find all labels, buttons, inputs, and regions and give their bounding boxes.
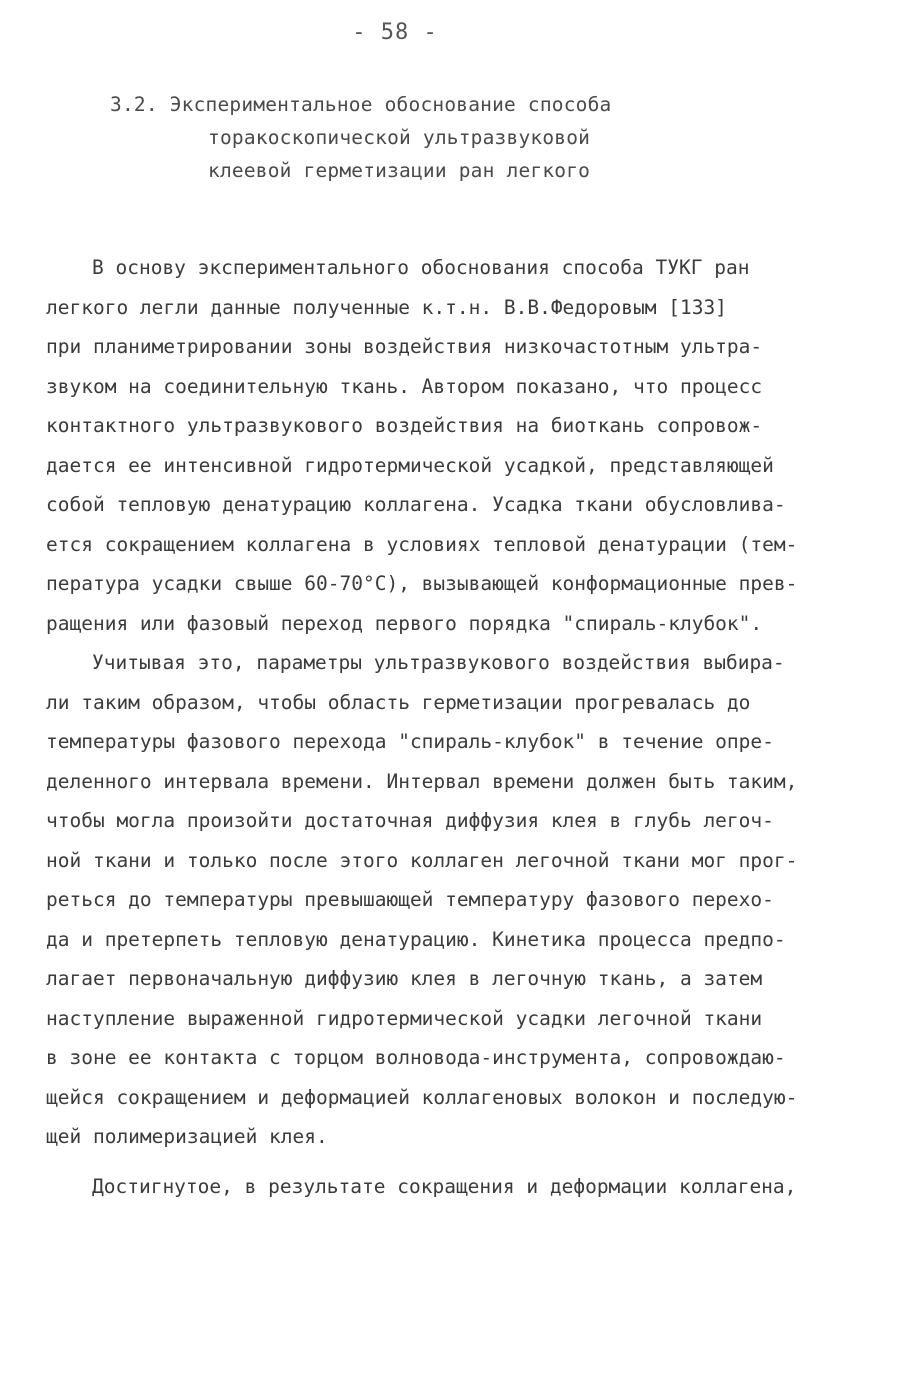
body-text xyxy=(46,248,866,1206)
paragraph-line: ращения или фазовый переход первого порядка "спираль-клубок". xyxy=(46,611,763,635)
paragraph-line: температуры фазового перехода "спираль-клубок" в течение опре- xyxy=(46,730,774,753)
paragraph-line: собой тепловую денатурацию коллагена. Усадка ткани обусловлива- xyxy=(46,493,786,516)
paragraph-line: В основу экспериментального обоснования способа ТУКГ ран xyxy=(92,256,750,279)
paragraph-line: лагает первоначальную диффузию клея в легочную ткань, а затем xyxy=(46,967,763,990)
heading-line: торакоскопической ультразвуковой xyxy=(208,126,591,149)
paragraph-line: при планиметрировании зоны воздействия низкочастотным ультра- xyxy=(46,335,763,358)
paragraph-line: щейся сокращением и деформацией коллагеновых волокон и последую- xyxy=(46,1085,798,1109)
paragraph-line: чтобы могла произойти достаточная диффузия клея в глубь легоч- xyxy=(46,809,774,832)
paragraph-line: звуком на соединительную ткань. Автором показано, что процесс xyxy=(46,374,763,398)
paragraph-line: Учитывая это, параметры ультразвукового воздействия выбира- xyxy=(92,651,785,674)
paragraph-line: реться до температуры превышающей температуру фазового перехо- xyxy=(46,888,774,911)
heading-line: 3.2. Экспериментальное обоснование способа xyxy=(110,93,612,116)
page-number: - 58 - xyxy=(352,20,438,45)
paragraph-line: в зоне ее контакта с торцом волновода-инструмента, сопровождаю- xyxy=(46,1046,786,1069)
paragraph-spacer xyxy=(46,1157,866,1167)
paragraph-line: контактного ультразвукового воздействия на биоткань сопровож- xyxy=(46,414,763,437)
paragraph-line: наступление выраженной гидротермической усадки легочной ткани xyxy=(46,1006,763,1030)
paragraph-line: легкого легли данные полученные к.т.н. В.В.Федоровым [133] xyxy=(46,295,727,319)
heading-line: клеевой герметизации ран легкого xyxy=(208,159,591,182)
paragraph-line: ли таким образом, чтобы область герметизации прогревалась до xyxy=(46,690,751,714)
paragraph-line: ется сокращением коллагена в условиях тепловой денатурации (тем- xyxy=(46,532,798,556)
paragraph-line: Достигнутое, в результате сокращения и деформации коллагена, xyxy=(92,1174,797,1198)
paragraph-line: щей полимеризацией клея. xyxy=(46,1125,328,1148)
paragraph-line: дается ее интенсивной гидротермической усадкой, представляющей xyxy=(46,453,774,477)
section-heading xyxy=(110,88,690,187)
paragraph-line: деленного интервала времени. Интервал времени должен быть таким, xyxy=(46,769,798,793)
paragraph-line: пература усадки свыше 60-70°С), вызывающей конформационные прев- xyxy=(46,572,798,595)
paragraph-line: ной ткани и только после этого коллаген легочной ткани мог прог- xyxy=(46,848,798,872)
paragraph-line: да и претерпеть тепловую денатурацию. Кинетика процесса предпо- xyxy=(46,927,786,951)
